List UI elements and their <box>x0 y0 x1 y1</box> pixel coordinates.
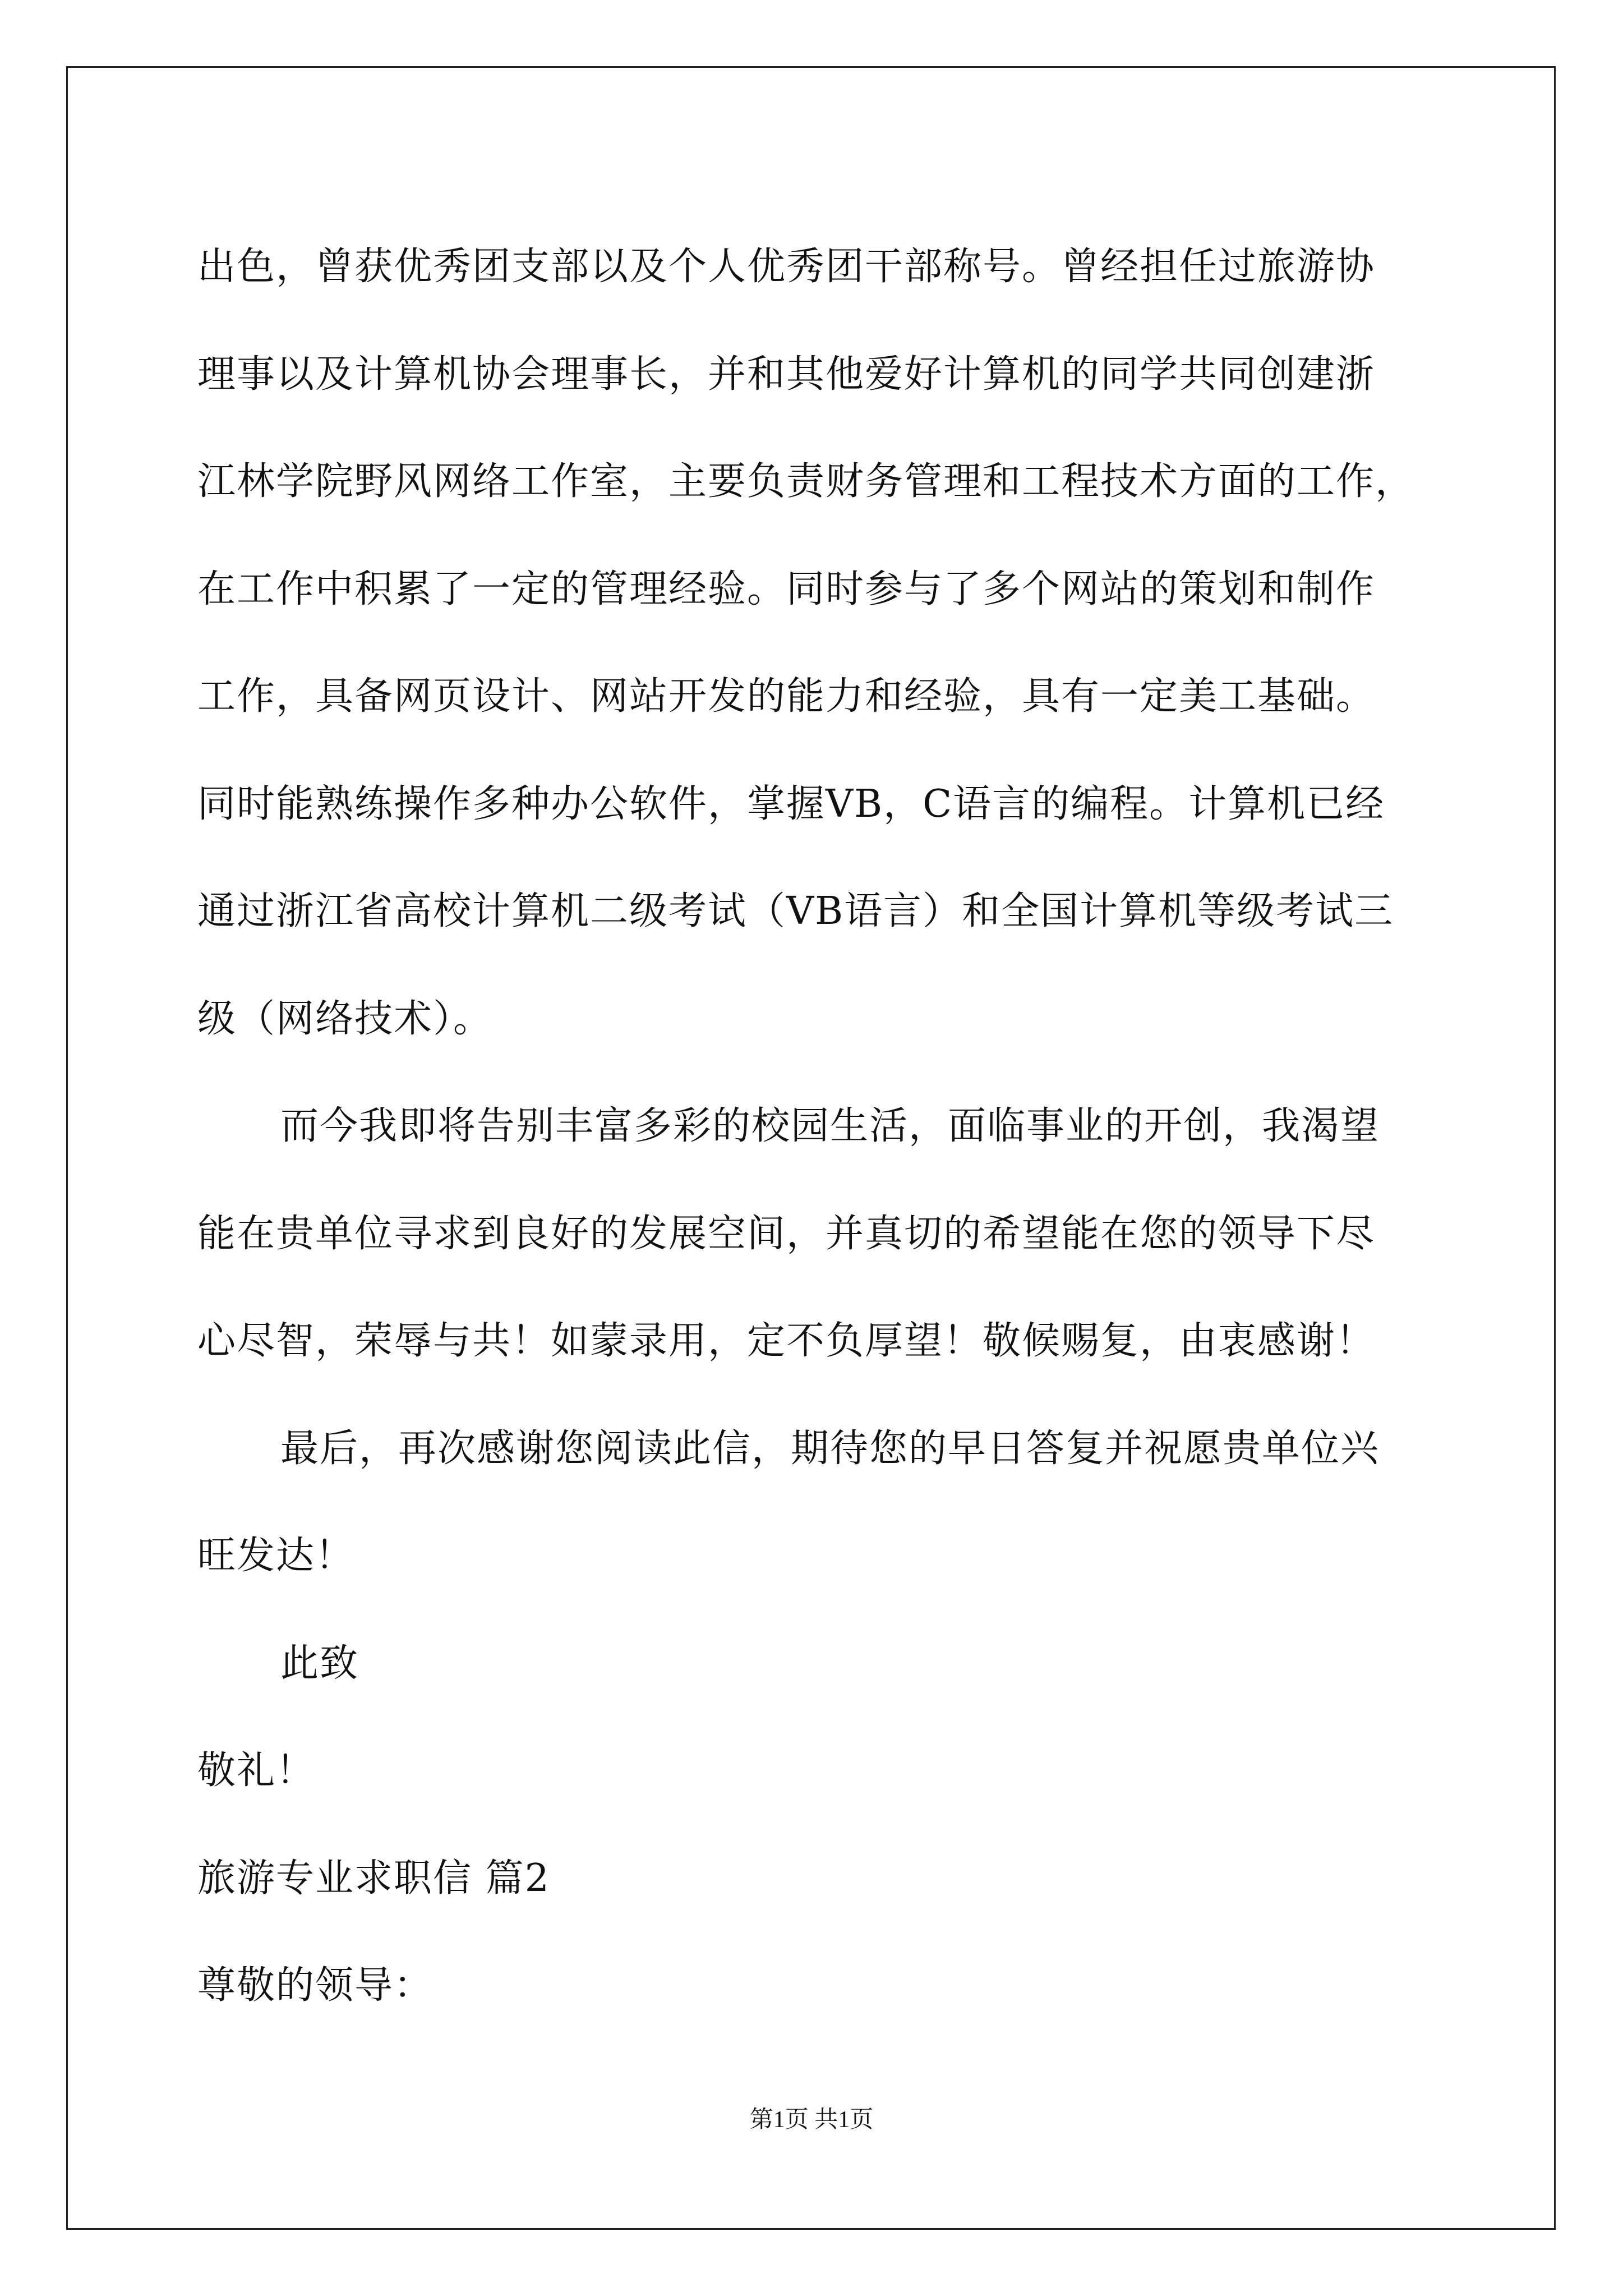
paragraph-line: 而今我即将告别丰富多彩的校园生活，面临事业的开创，我渴望 <box>280 1104 1380 1148</box>
closing-regards: 敬礼！ <box>197 1749 316 1793</box>
paragraph-line: 出色，曾获优秀团支部以及个人优秀团干部称号。曾经担任过旅游协 <box>197 245 1376 289</box>
paragraph-line: 理事以及计算机协会理事长，并和其他爱好计算机的同学共同创建浙 <box>197 352 1376 397</box>
paragraph-line: 通过浙江省高校计算机二级考试（VB语言）和全国计算机等级考试三 <box>197 889 1394 933</box>
document-body <box>197 213 1454 2040</box>
paragraph-line: 心尽智，荣辱与共！如蒙录用，定不负厚望！敬候赐复，由衷感谢！ <box>197 1319 1376 1363</box>
paragraph-line: 旺发达！ <box>197 1534 355 1578</box>
page-number: 第1页 共1页 <box>749 2107 874 2133</box>
paragraph-line: 能在贵单位寻求到良好的发展空间，并真切的希望能在您的领导下尽 <box>197 1211 1376 1256</box>
paragraph-line: 在工作中积累了一定的管理经验。同时参与了多个网站的策划和制作 <box>197 567 1376 611</box>
section-heading: 旅游专业求职信 篇2 <box>197 1856 550 1901</box>
paragraph-line: 工作，具备网页设计、网站开发的能力和经验，具有一定美工基础。 <box>197 674 1376 719</box>
closing-salutation: 此致 <box>280 1641 359 1686</box>
paragraph-line: 同时能熟练操作多种办公软件，掌握VB，C语言的编程。计算机已经 <box>197 781 1385 826</box>
paragraph-line: 最后，再次感谢您阅读此信，期待您的早日答复并祝愿贵单位兴 <box>280 1426 1380 1471</box>
letter-greeting: 尊敬的领导： <box>197 1963 434 2008</box>
paragraph-line: 级（网络技术）。 <box>197 996 493 1041</box>
paragraph-line: 江林学院野风网络工作室，主要负责财务管理和工程技术方面的工作， <box>197 459 1415 504</box>
